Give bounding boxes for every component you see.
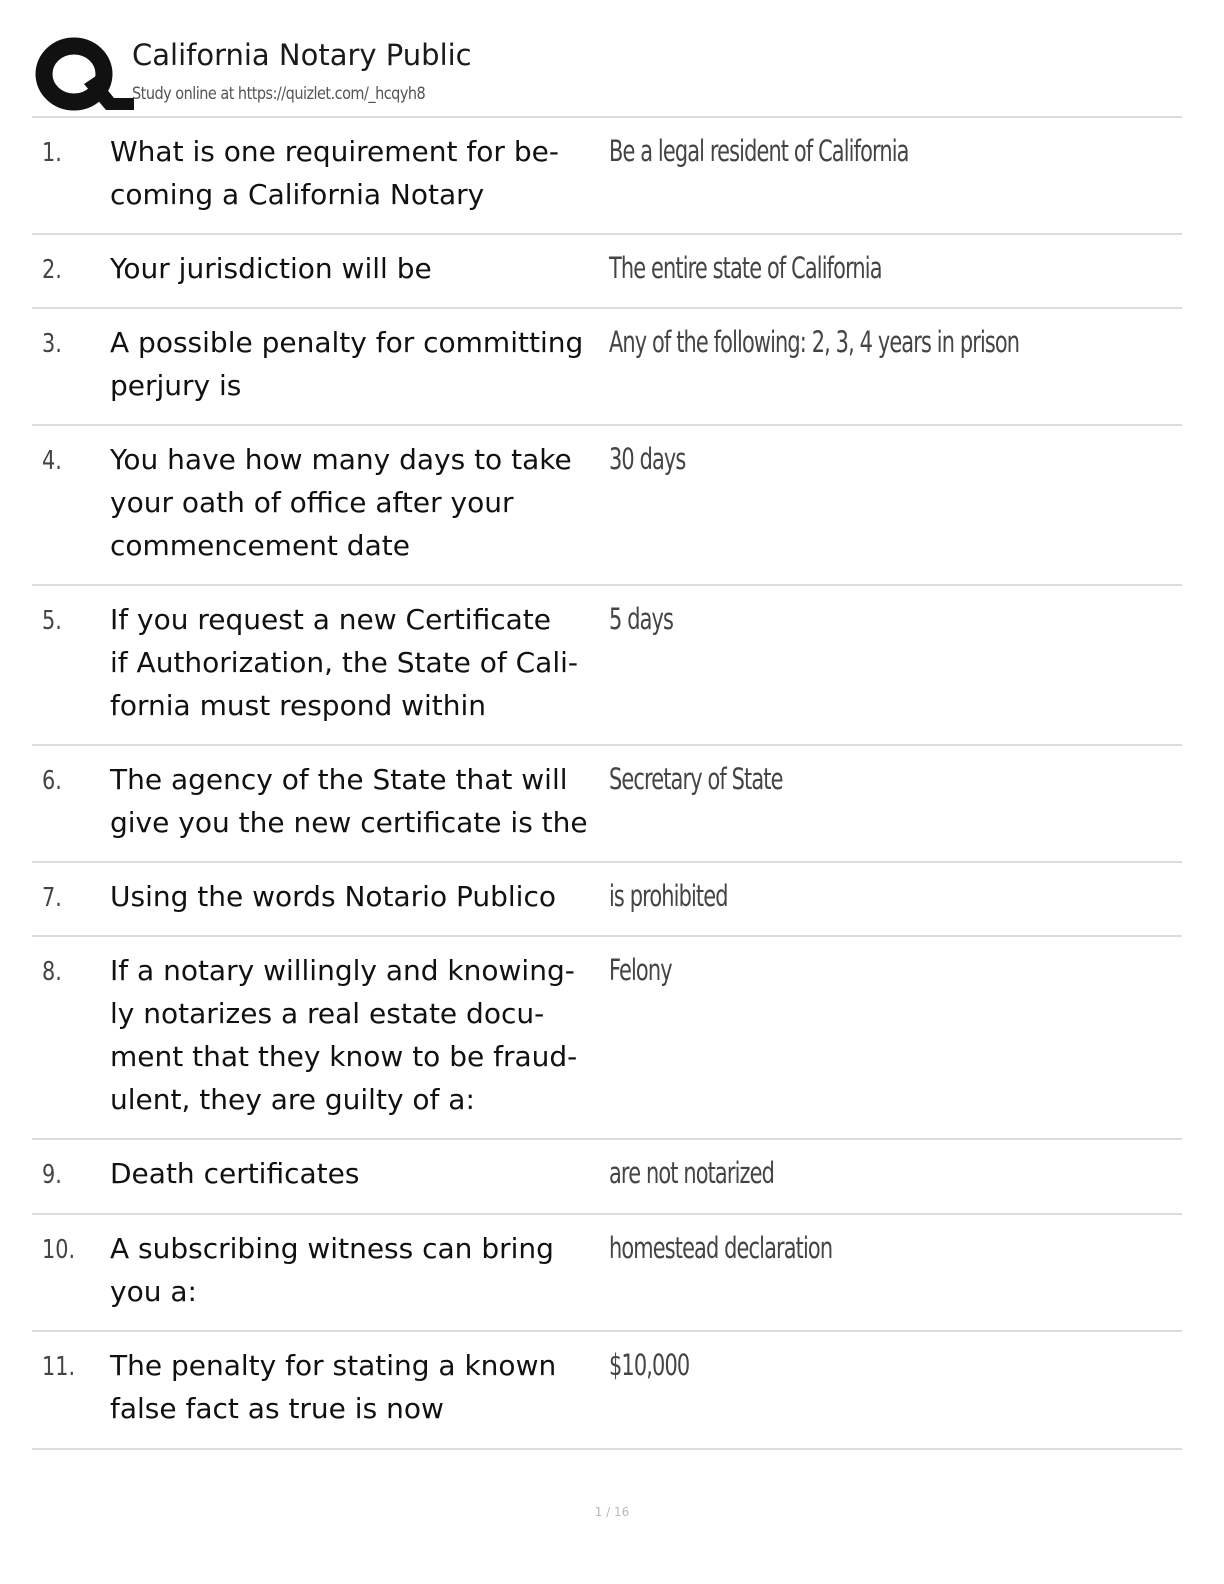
card-term-line: A subscribing witness can bring <box>110 1232 554 1265</box>
card-term-line: The penalty for stating a known <box>110 1349 557 1382</box>
card-definition: is prohibited <box>609 879 728 913</box>
page-indicator: 1 / 16 <box>594 1505 630 1519</box>
card-term-line: if Authorization, the State of Cali- <box>110 646 579 679</box>
card-term <box>110 130 610 216</box>
card-term <box>110 1227 610 1313</box>
flashcard-row <box>32 1140 1182 1215</box>
card-definition: Felony <box>609 953 672 987</box>
card-number: 3. <box>42 329 62 359</box>
card-term <box>110 598 610 727</box>
flashcard-row <box>32 235 1182 309</box>
card-term <box>110 247 610 290</box>
card-term-line: your oath of office after your <box>110 486 514 519</box>
card-term-line: What is one requirement for be- <box>110 135 559 168</box>
card-term-line: false fact as true is now <box>110 1392 444 1425</box>
card-number: 6. <box>42 766 62 796</box>
card-term-line: ment that they know to be fraud- <box>110 1040 578 1073</box>
card-term <box>110 758 610 844</box>
card-term <box>110 438 610 567</box>
card-term-line: If a notary willingly and knowing- <box>110 954 575 987</box>
card-term-line: you a: <box>110 1275 197 1308</box>
card-number: 10. <box>42 1235 76 1265</box>
card-definition: 30 days <box>609 442 686 476</box>
card-number: 4. <box>42 446 62 476</box>
card-term <box>110 875 610 918</box>
card-term <box>110 1152 610 1195</box>
card-term-line: Your jurisdiction will be <box>110 252 432 285</box>
card-definition: are not notarized <box>609 1156 774 1190</box>
card-term-line: ly notarizes a real estate docu- <box>110 997 545 1030</box>
flashcard-row <box>32 863 1182 937</box>
card-definition: $10,000 <box>609 1348 690 1382</box>
card-term-line: Using the words Notario Publico <box>110 880 556 913</box>
card-number: 2. <box>42 255 62 285</box>
card-term-line: You have how many days to take <box>110 443 572 476</box>
card-definition: homestead declaration <box>609 1231 833 1265</box>
card-term-line: fornia must respond within <box>110 689 487 722</box>
card-number: 9. <box>42 1160 62 1190</box>
flashcard-row <box>32 937 1182 1140</box>
card-term-line: perjury is <box>110 369 242 402</box>
flashcard-row <box>32 309 1182 426</box>
page-title: California Notary Public <box>132 38 472 72</box>
flashcard-row <box>32 1215 1182 1332</box>
card-definition: The entire state of California <box>609 251 882 285</box>
flashcard-row <box>32 1332 1182 1450</box>
card-number: 1. <box>42 138 62 168</box>
card-term-line: If you request a new Certificate <box>110 603 551 636</box>
card-term-line: The agency of the State that will <box>110 763 568 796</box>
card-term-line: commencement date <box>110 529 410 562</box>
card-number: 7. <box>42 883 62 913</box>
card-term <box>110 949 610 1121</box>
card-term-line: ulent, they are guilty of a: <box>110 1083 475 1116</box>
card-term <box>110 1344 610 1430</box>
card-term-line: give you the new certificate is the <box>110 806 588 839</box>
quizlet-q-logo-icon <box>34 34 138 116</box>
card-number: 5. <box>42 606 62 636</box>
study-online-link[interactable]: Study online at https://quizlet.com/_hcqyh8 <box>132 84 426 104</box>
card-term-line: Death certificates <box>110 1157 360 1190</box>
card-term-line: coming a California Notary <box>110 178 485 211</box>
flashcard-row <box>32 118 1182 235</box>
flashcard-list <box>32 118 1182 1450</box>
card-definition: Be a legal resident of California <box>609 134 909 168</box>
card-term <box>110 321 610 407</box>
card-number: 8. <box>42 957 62 987</box>
page-header <box>32 28 1182 116</box>
flashcard-row <box>32 426 1182 586</box>
card-definition: Secretary of State <box>609 762 783 796</box>
flashcard-row <box>32 746 1182 863</box>
card-number: 11. <box>42 1352 76 1382</box>
flashcard-row <box>32 586 1182 746</box>
card-term-line: A possible penalty for committing <box>110 326 584 359</box>
card-definition: 5 days <box>609 602 674 636</box>
card-definition: Any of the following: 2, 3, 4 years in prison <box>609 325 1020 359</box>
